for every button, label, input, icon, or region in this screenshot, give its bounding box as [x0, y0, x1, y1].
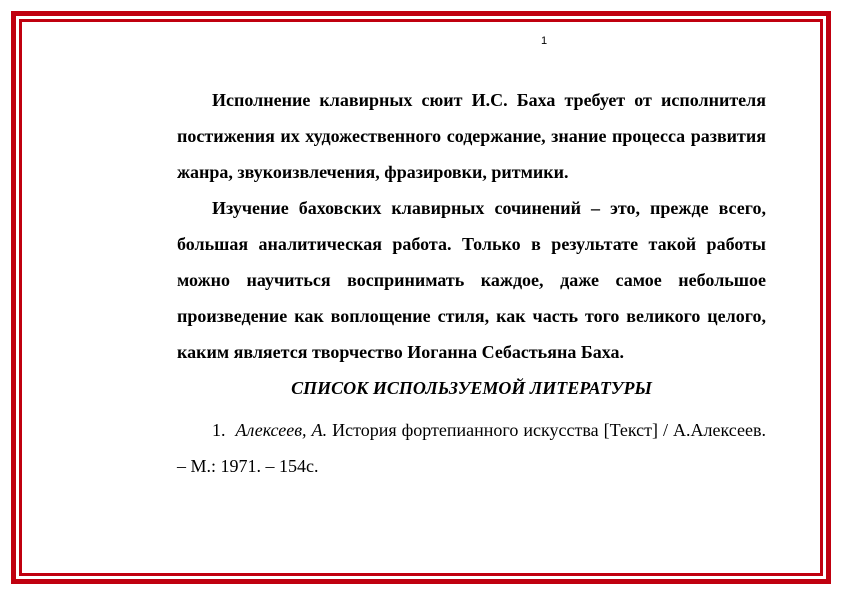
page-number: 1	[540, 35, 548, 47]
paragraph-1: Исполнение клавирных сюит И.С. Баха требует от исполнителя постижения их художественного содержание, знание процесса развития жанра, звукоизвлечения, фразировки, ритмики.	[177, 90, 766, 182]
paragraph-2: Изучение баховских клавирных сочинений – это, прежде всего, большая аналитическая работа. Только в результате такой работы можно научиться воспринимать каждое, даже самое небольшое произведение как воплощение стиля, как часть того великого целого, каким является творчество Иоганна Себастьяна Баха.	[177, 198, 766, 362]
reference-item	[177, 412, 766, 484]
page-content	[177, 82, 766, 484]
references-heading: СПИСОК ИСПОЛЬЗУЕМОЙ ЛИТЕРАТУРЫ	[291, 378, 652, 398]
reference-number: 1.	[212, 420, 226, 440]
reference-author: Алексеев, А.	[235, 420, 328, 440]
reference-text: История фортепианного искусства [Текст] / А.Алексеев. – М.: 1971. – 154с.	[177, 420, 766, 476]
